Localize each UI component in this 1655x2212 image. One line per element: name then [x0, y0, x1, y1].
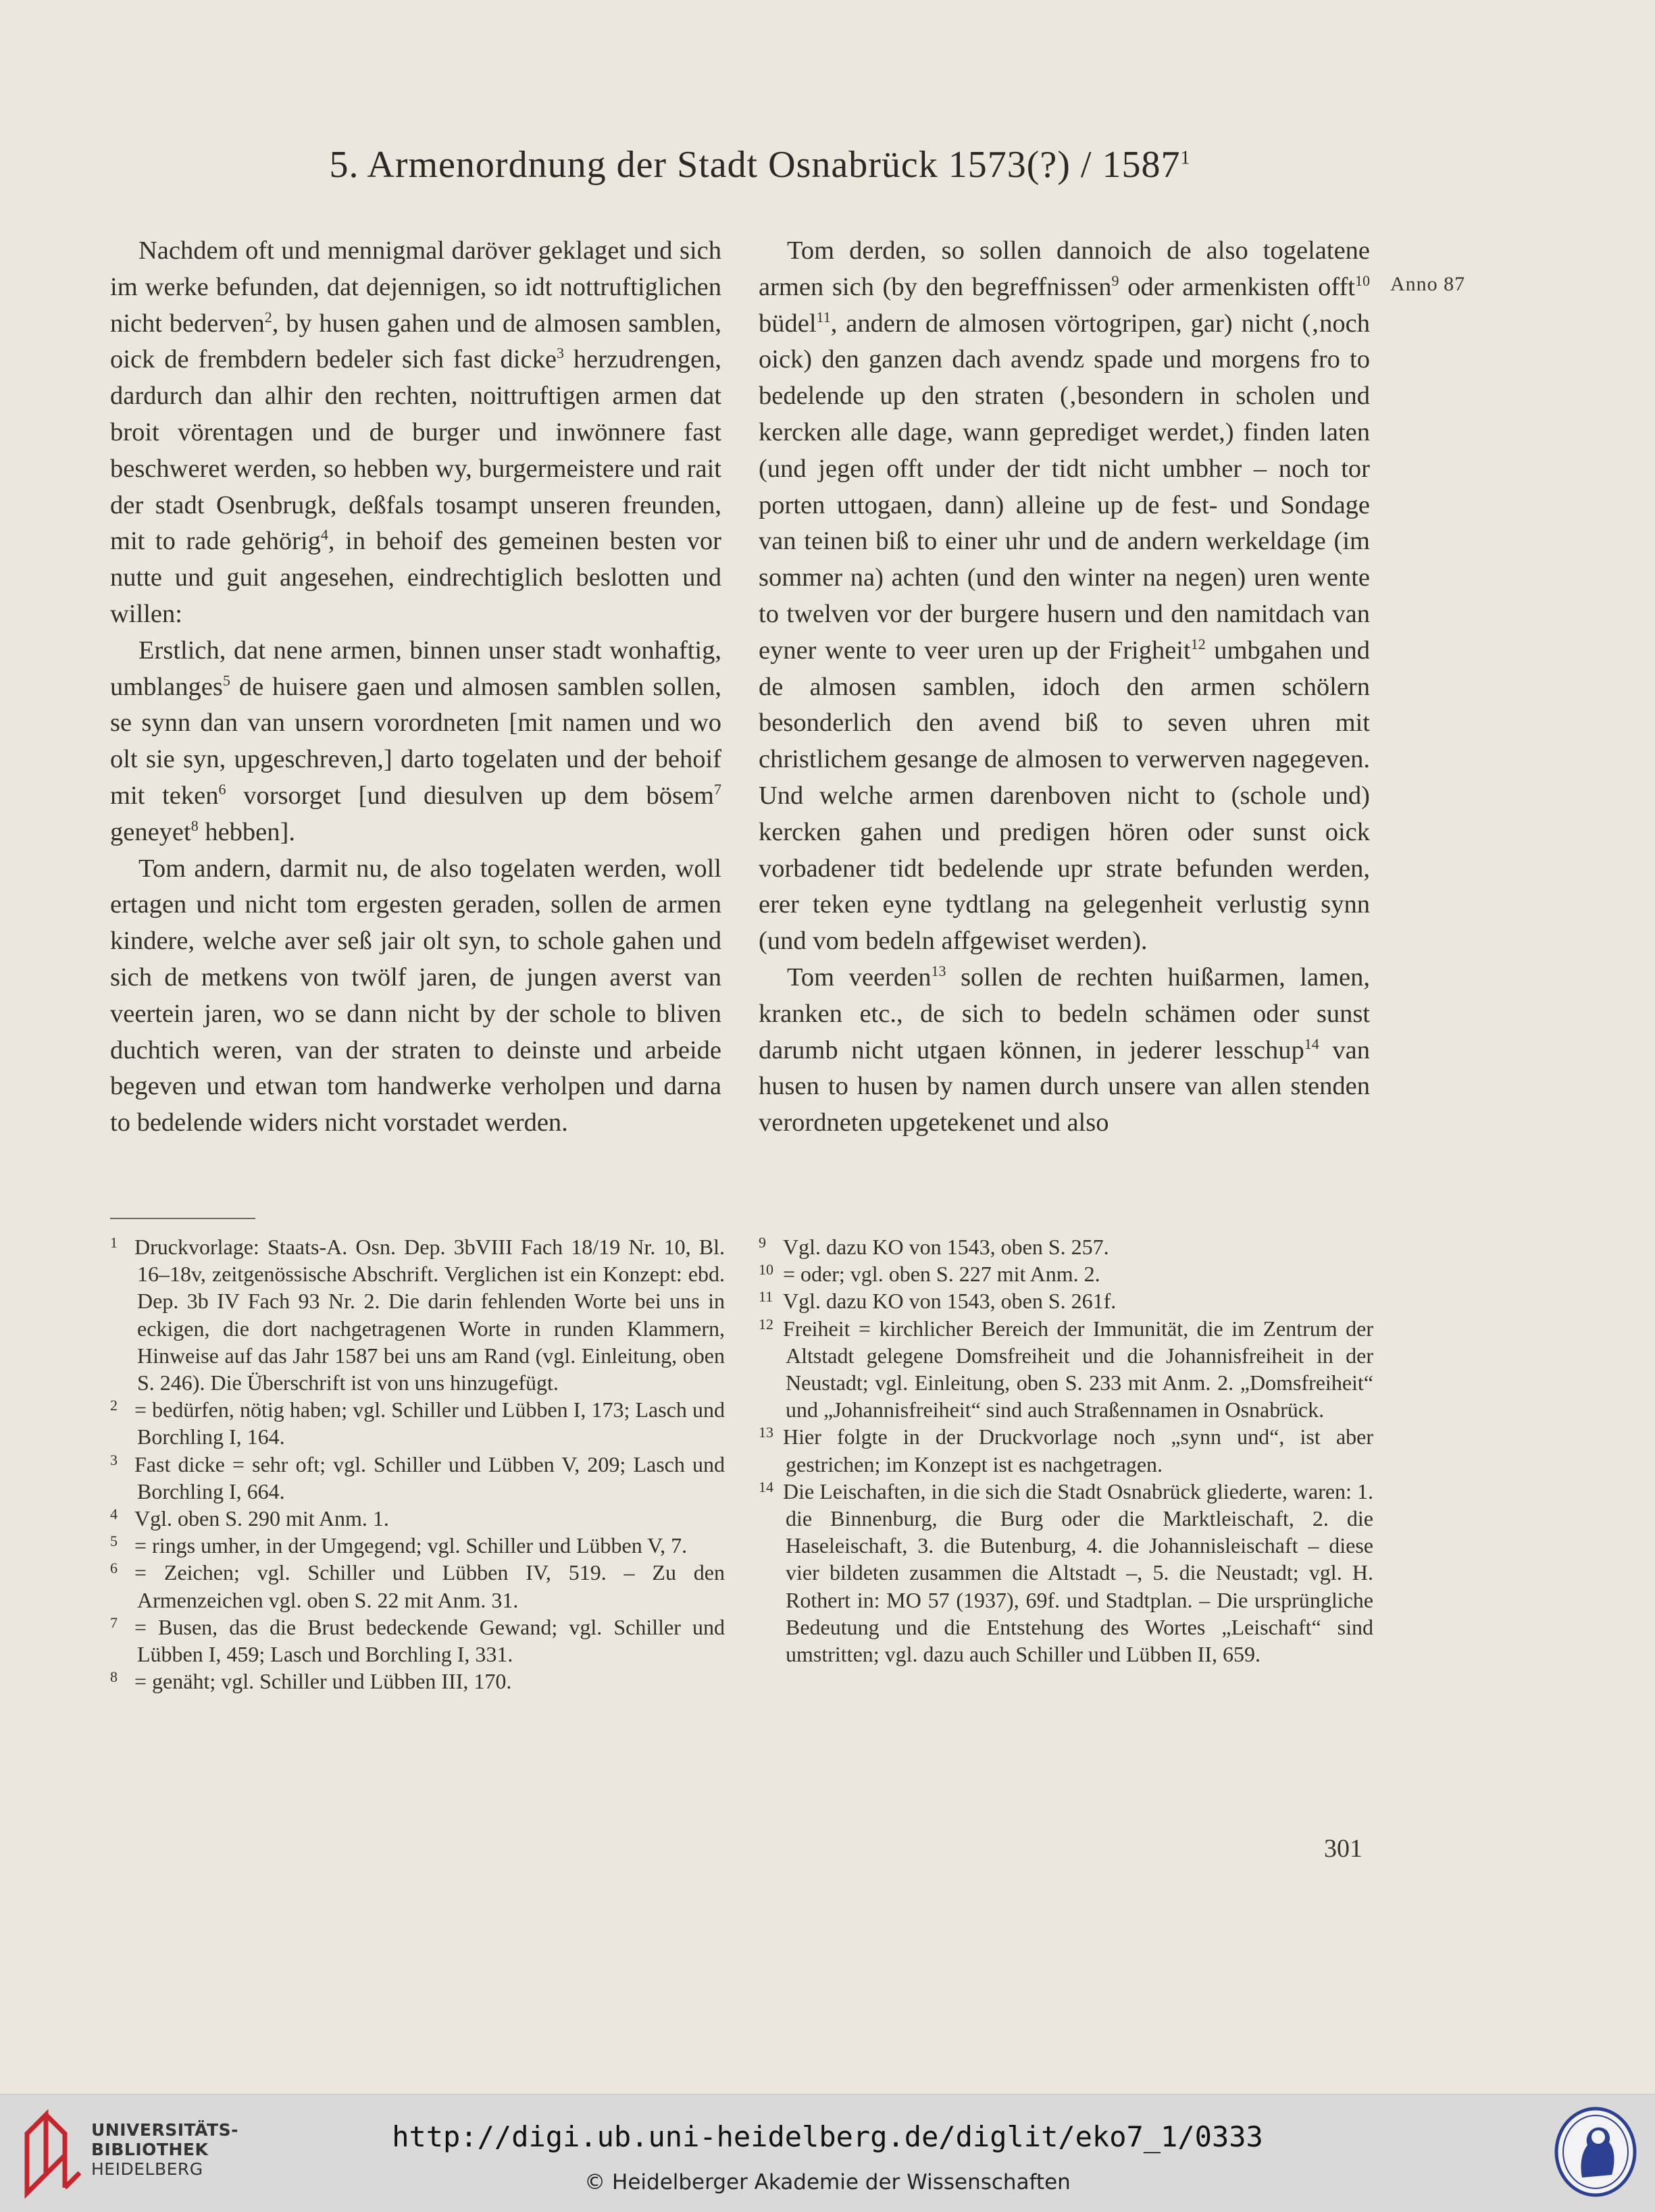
footnote-number: 9	[759, 1234, 766, 1251]
viewer-footer	[0, 2094, 1655, 2212]
paragraph-p2	[110, 633, 721, 851]
paragraph-p5	[759, 960, 1370, 1141]
paragraph-text: Tom andern, darmit nu, de also togelaten werden, woll ertagen und nicht tom ergesten geraden, sollen de armen kindere, welche aver seß jair olt syn, to schole gahen und sich de metkens von twölf jaren, de jungen averst van veertein jaren, wo se dann nicht by der schole to bliven duchtich weren, van der straten to deinste und arbeide begeven und etwan tom handwerke verholpen und darna to bedelende widers nicht vorstadet werden.	[110, 854, 721, 1137]
footnote-number: 14	[759, 1478, 773, 1495]
footnote-ref: 2	[264, 308, 272, 326]
library-name-line2: BIBLIOTHEK	[91, 2140, 209, 2159]
footnote-ref: 5	[222, 671, 230, 689]
paragraph-p3	[110, 851, 721, 1141]
margin-note: Anno 87	[1390, 273, 1466, 295]
left-text-column	[110, 233, 721, 1141]
footnote-text: = Busen, das die Brust bedeckende Gewand; vgl. Schiller und Lübben I, 459; Lasch und Borchling I, 331.	[134, 1614, 725, 1667]
paragraph-p1	[110, 233, 721, 633]
footnote-text: Die Leischaften, in die sich die Stadt Osnabrück gliederte, waren: 1. die Binnenburg, die Burg oder die Marktleischaft, 2. die Haseleischaft, 3. die Butenburg, 4. die Johannisleischaft – diese vier bildeten zusammen die Altstadt –, 5. die Neustadt; vgl. H. Rothert in: MO 57 (1937), 69f. und Stadtplan. – Die ursprüngliche Bedeutung und die Entstehung des Wortes „Leischaft“ sind umstritten; vgl. dazu auch Schiller und Lübben II, 659.	[783, 1478, 1373, 1667]
paragraph-text: sollen de rechten huißarmen, lamen, kranken etc., de sich to bedeln schämen oder sunst darumb nicht utgaen können, in jederer lesschup	[759, 962, 1370, 1064]
footnote-ref: 6	[218, 781, 226, 798]
paragraph-text: umbgahen und de almosen samblen, idoch den armen schölern besonderlich den avend biß to seven uhren mit christlichem gesange de almosen to verwerven nagegeven. Und welche armen darenboven nicht to (schole und) kercken gahen und predigen hören oder sunst oick vorbadener tidt bedelende upr strate befunden werden, erer teken eyne tydtlang na gelegenheit verlustig synn (und vom bedeln affgewiset werden).	[759, 636, 1370, 956]
paragraph-text: Tom veerden	[787, 962, 932, 992]
paragraph-p4	[759, 233, 1370, 960]
footnote-text: Hier folgte in der Druckvorlage noch „synn und“, ist aber gestrichen; im Konzept ist es nachgetragen.	[783, 1424, 1373, 1476]
footnote	[110, 1233, 725, 1396]
footnote-ref: 14	[1304, 1035, 1319, 1052]
footnote	[110, 1451, 725, 1505]
library-name-line3: HEIDELBERG	[91, 2159, 203, 2179]
footnotes-right	[759, 1233, 1373, 1668]
footnote-ref: 4	[320, 526, 328, 544]
footnote-text: Fast dicke = sehr oft; vgl. Schiller und Lübben V, 209; Lasch und Borchling I, 664.	[134, 1451, 725, 1503]
footnote-number: 8	[110, 1668, 118, 1686]
footnote-text: = bedürfen, nötig haben; vgl. Schiller und Lübben I, 173; Lasch und Borchling I, 164.	[134, 1397, 725, 1449]
permalink-url[interactable]: http://digi.ub.uni-heidelberg.de/diglit/eko7_1/0333	[392, 2120, 1263, 2153]
footnote-text: = genäht; vgl. Schiller und Lübben III, 170.	[134, 1669, 512, 1694]
footnote	[110, 1559, 725, 1613]
footnote-number: 13	[759, 1424, 773, 1441]
paragraph-text: , andern de almosen vörtogripen, gar) nicht (‚noch oick) den ganzen dach avendz spade und morgens fro to bedelende up den straten (‚besondern in scholen und kercken alle dage, wann geprediget werdet,) finden laten (und jegen offt under der tidt nicht umbher – noch tor porten uttogaen, dann) alleine up de fest- und Sondage van teinen biß to einer uhr und de andern werkeldage (im sommer na) achten (und den winter na negen) uren wente to twelven vor der burgere husern und den namitdach van eyner wente to veer uren up der Frigheit	[759, 309, 1370, 665]
footnote-text: Vgl. dazu KO von 1543, oben S. 257.	[783, 1235, 1109, 1259]
footnote	[759, 1315, 1373, 1424]
academy-seal-icon	[1552, 2105, 1639, 2199]
paragraph-text: oder armenkisten offt	[1119, 272, 1355, 301]
paragraph-text: hebben].	[198, 817, 295, 846]
right-text-column	[759, 233, 1370, 1141]
footnote-text: = oder; vgl. oben S. 227 mit Anm. 2.	[783, 1262, 1100, 1287]
paragraph-text: Nachdem oft und mennigmal daröver geklaget und sich im werke befunden, dat dejennigen, so idt nottruftiglichen nicht bederven	[110, 236, 721, 338]
footnote-text: Vgl. oben S. 290 mit Anm. 1.	[134, 1506, 389, 1531]
paragraph-text: Erstlich, dat nene armen, binnen unser stadt wonhaftig, umblanges	[110, 636, 721, 701]
footnote-number: 7	[110, 1614, 118, 1631]
footnote-ref: 8	[190, 817, 199, 834]
footnote-ref: 10	[1355, 272, 1370, 289]
footnote-text: Druckvorlage: Staats-A. Osn. Dep. 3bVIII Fach 18/19 Nr. 10, Bl. 16–18v, zeitgenössische Abschrift. Verglichen ist ein Konzept: ebd. Dep. 3b IV Fach 93 Nr. 2. Die darin fehlenden Worte bei uns in eckigen, die dort nachgetragenen Worte in runden Klammern, Hinweise auf das Jahr 1587 bei uns am Rand (vgl. Einleitung, oben S. 246). Die Überschrift ist von uns hinzugefügt.	[134, 1235, 725, 1395]
footnote-number: 3	[110, 1451, 118, 1468]
footnote-text: Vgl. dazu KO von 1543, oben S. 261f.	[783, 1289, 1117, 1314]
footnote-ref: 7	[714, 781, 721, 798]
page-title: 5. Armenordnung der Stadt Osnabrück 1573(?) / 1587$^1$	[329, 144, 1191, 186]
paragraph-text: de huisere gaen und almosen samblen sollen, se synn dan van unsern vorordneten [mit namen und wo olt sie syn, upgeschreven,] darto togelaten und der behoif mit teken	[110, 672, 721, 810]
paragraph-text: , in behoif des gemeinen besten vor nutte und guit angesehen, eindrechtiglich beslotten und willen:	[110, 527, 721, 628]
paragraph-text: vorsorget [und diesulven up dem bösem	[226, 781, 714, 810]
footnote-ref: 3	[556, 344, 564, 362]
paragraph-text: , by husen gahen und de almosen samblen, oick de frembdern bedeler sich fast dicke	[110, 309, 721, 374]
paragraph-text: büdel	[759, 309, 817, 338]
footnote-number: 5	[110, 1533, 118, 1550]
footnote	[110, 1505, 725, 1532]
library-name-line1: UNIVERSITÄTS-	[91, 2120, 238, 2140]
footnote-ref: 9	[1111, 272, 1119, 289]
footnote	[110, 1532, 725, 1559]
footnote-text: = rings umher, in der Umgegend; vgl. Schiller und Lübben V, 7.	[134, 1533, 688, 1558]
footnote-number: 11	[759, 1288, 773, 1306]
footnote	[759, 1478, 1373, 1668]
copyright-notice: © Heidelberger Akademie der Wissenschaften	[584, 2170, 1071, 2194]
footnote	[759, 1233, 1373, 1260]
title-footnote-ref: 1	[1180, 147, 1191, 169]
footnote-number: 4	[110, 1506, 118, 1523]
footnote-ref: 11	[816, 308, 831, 326]
footnote-ref: 13	[931, 962, 946, 980]
footnote-number: 10	[759, 1261, 773, 1279]
footnote	[110, 1668, 725, 1695]
footnote-rule	[110, 1218, 255, 1219]
footnote-number: 1	[110, 1234, 118, 1251]
paragraph-text: Tom derden, so sollen dannoich de also togelatene armen sich (by den begreffnissen	[759, 236, 1370, 301]
footnote	[110, 1614, 725, 1668]
footnote	[110, 1396, 725, 1450]
footnote	[759, 1260, 1373, 1287]
paragraph-text: herzudrengen, dardurch dan alhir den rechten, noittruftigen armen dat broit vörentagen und de burger und inwönnere fast beschweret werden, so hebben wy, burgermeistere und rait der stadt Osenbrugk, deßfals tosampt unseren freunden, mit to rade gehörig	[110, 345, 722, 556]
footnote-text: = Zeichen; vgl. Schiller und Lübben IV, 519. – Zu den Armenzeichen vgl. oben S. 22 mit Anm. 31.	[134, 1560, 725, 1612]
footnote-text: Freiheit = kirchlicher Bereich der Immunität, die im Zentrum der Altstadt gelegene Domsfreiheit und die Johannisfreiheit in der Neustadt; vgl. Einleitung, oben S. 233 mit Anm. 2. „Domsfreiheit“ und „Johannisfreiheit“ sind auch Straßennamen in Osnabrück.	[783, 1316, 1373, 1422]
footnotes-left	[110, 1233, 725, 1695]
footnote-number: 6	[110, 1560, 118, 1577]
paragraph-text: van husen to husen by namen durch unsere van allen stenden verordneten upgetekenet und also	[759, 1035, 1370, 1137]
footnote-number: 2	[110, 1397, 118, 1414]
footnote-number: 12	[759, 1315, 773, 1333]
paragraph-text: geneyet	[110, 817, 191, 846]
footnote	[759, 1287, 1373, 1314]
page-number: 301	[1324, 1834, 1363, 1863]
footnote-ref: 12	[1190, 635, 1206, 652]
footnote	[759, 1423, 1373, 1477]
